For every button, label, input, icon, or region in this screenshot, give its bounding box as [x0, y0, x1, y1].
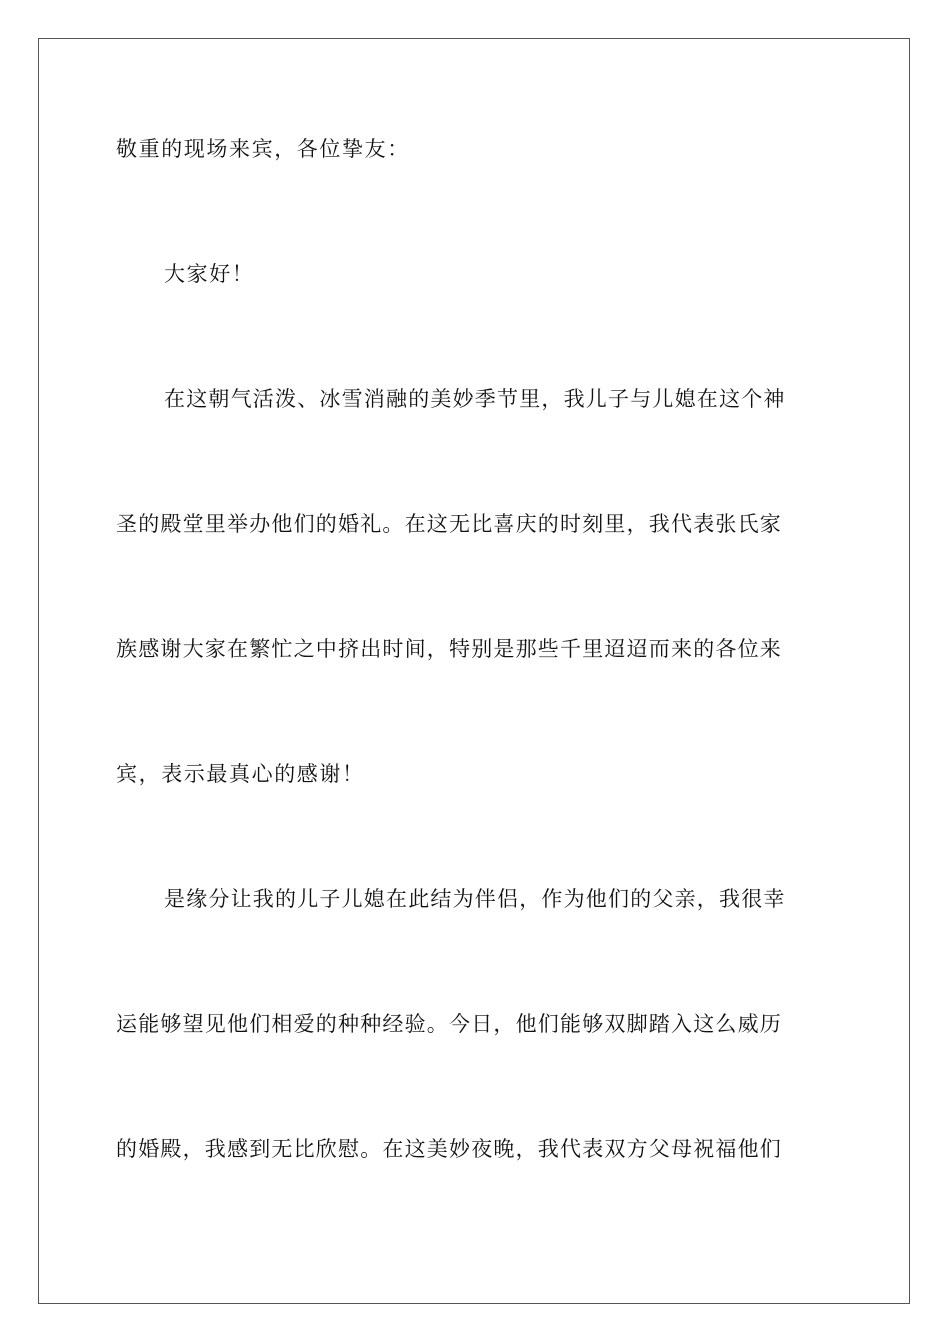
paragraph-2-line-2: 运能够望见他们相爱的种种经验。今日，他们能够双脚踏入这么威历 — [116, 1012, 782, 1036]
paragraph-1-line-4: 宾，表示最真心的感谢！ — [116, 762, 365, 786]
paragraph-2-line-1: 是缘分让我的儿子儿媳在此结为伴侣，作为他们的父亲，我很幸 — [164, 887, 786, 911]
paragraph-1-line-3: 族感谢大家在繁忙之中挤出时间，特别是那些千里迢迢而来的各位来 — [116, 637, 782, 661]
salutation-line: 敬重的现场来宾，各位挚友： — [116, 137, 410, 161]
page-border — [38, 38, 910, 1304]
paragraph-1-line-1: 在这朝气活泼、冰雪消融的美妙季节里，我儿子与儿媳在这个神 — [164, 387, 786, 411]
greeting-line: 大家好！ — [164, 262, 255, 286]
paragraph-1-line-2: 圣的殿堂里举办他们的婚礼。在这无比喜庆的时刻里，我代表张氏家 — [116, 512, 782, 536]
paragraph-2-line-3: 的婚殿，我感到无比欣慰。在这美妙夜晚，我代表双方父母祝福他们 — [116, 1137, 782, 1161]
